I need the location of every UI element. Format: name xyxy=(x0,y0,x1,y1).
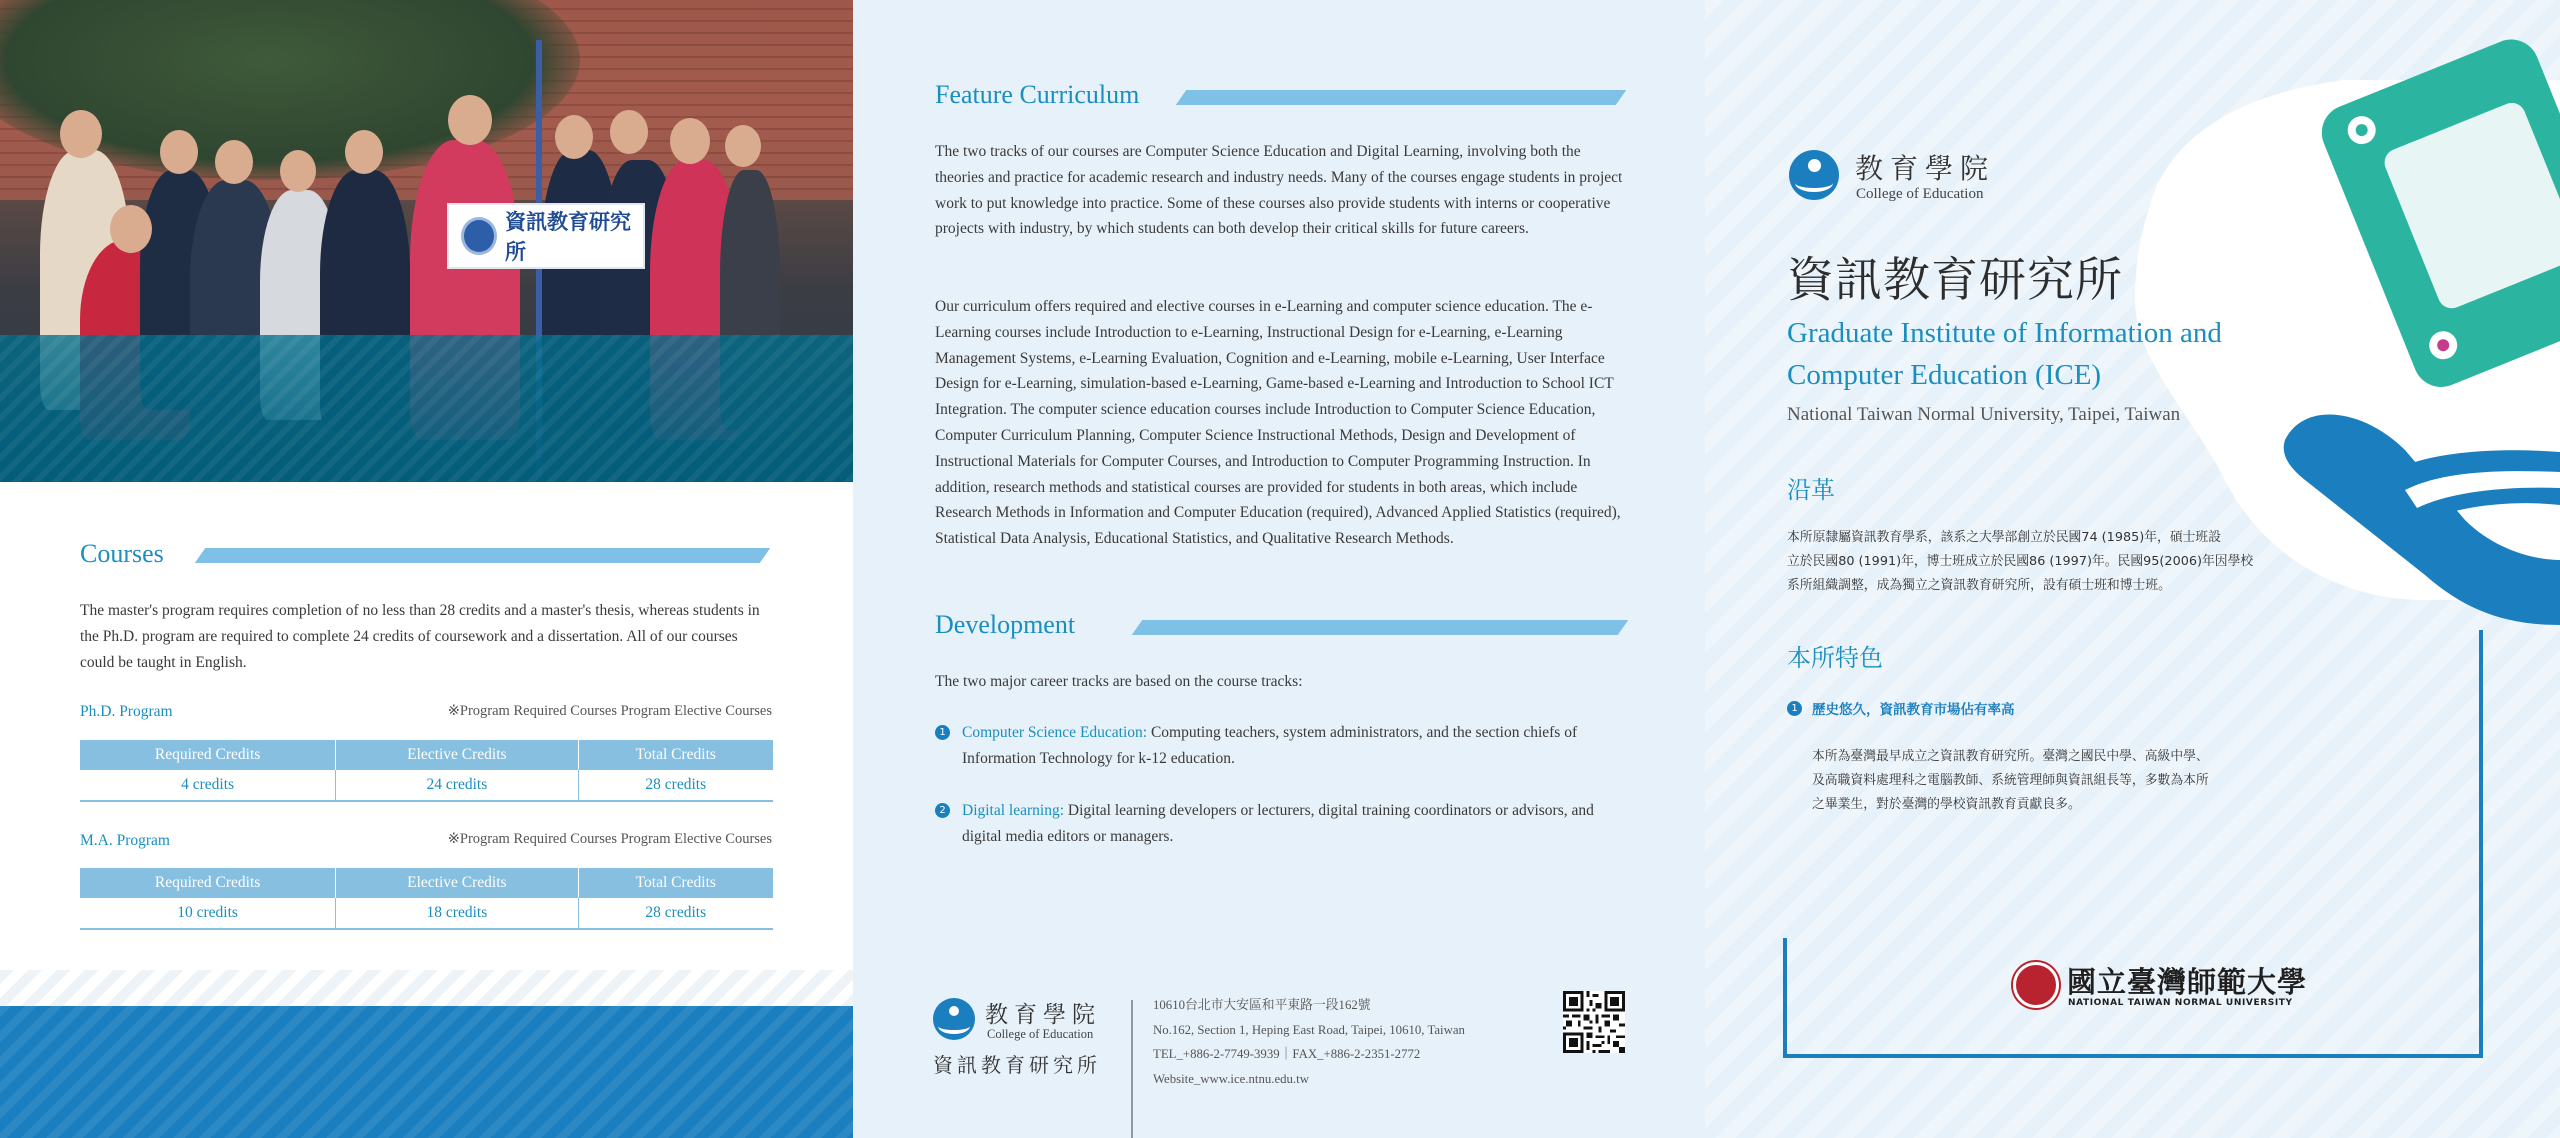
history-line-1: 本所原隸屬資訊教育學系，該系之大學部創立於民國74 (1985)年，碩士班設 xyxy=(1787,530,2222,545)
header-required: Required Credits xyxy=(80,868,336,898)
footer-website[interactable]: Website_www.ice.ntnu.edu.tw xyxy=(1153,1071,1309,1086)
blue-footer-band xyxy=(0,1006,853,1138)
footer-contact xyxy=(1153,993,1593,1091)
ma-total-credits: 28 credits xyxy=(578,898,773,929)
middle-panel xyxy=(853,0,1705,1138)
development-intro: The two major career tracks are based on the course tracks: xyxy=(935,673,1303,690)
cover-university: National Taiwan Normal University, Taipei, Taiwan xyxy=(1787,404,2181,425)
cover-title-en-line-1: Graduate Institute of Information and xyxy=(1787,317,2222,349)
phd-total-credits: 28 credits xyxy=(578,770,773,801)
ma-program-note: ※Program Required Courses Program Elective Courses xyxy=(447,831,772,847)
phd-required-credits: 4 credits xyxy=(80,770,336,801)
cover-title-en-line-2: Computer Education (ICE) xyxy=(1787,359,2102,391)
group-photo xyxy=(0,0,853,482)
header-elective: Elective Credits xyxy=(336,868,578,898)
phd-program-note: ※Program Required Courses Program Elective Courses xyxy=(447,703,772,719)
ntnu-name-cn: 國立臺灣師範大學 xyxy=(2067,965,2308,999)
stripe-divider xyxy=(0,970,853,1006)
header-required: Required Credits xyxy=(80,740,336,770)
feature-line-3: 之畢業生，對於臺灣的學校資訊教育貢獻良多。 xyxy=(1812,797,2081,812)
footer-address-cn: 10610台北市大安區和平東路一段162號 xyxy=(1153,998,1371,1012)
number-badge-1: 1 xyxy=(1787,701,1802,716)
courses-title-bar xyxy=(195,548,771,563)
history-line-3: 系所組織調整，成為獨立之資訊教育研究所，設有碩士班和博士班。 xyxy=(1787,578,2171,593)
curriculum-para-1: The two tracks of our courses are Computer Science Education and Digital Learning, involving both the theories and practice for academic research and industry needs. Many of the courses engage students in project work to put knowledge into practice. Some of these courses also provide students with interns or cooperative projects with industry, by which students can both develop their critical skills for future careers. xyxy=(935,143,1623,238)
qr-code-icon xyxy=(1563,991,1625,1053)
development-item-1-label: Computer Science Education: xyxy=(962,724,1148,741)
curriculum-title: Feature Curriculum xyxy=(935,80,1140,109)
number-badge-2: 2 xyxy=(935,803,950,818)
courses-title: Courses xyxy=(80,539,164,568)
development-title: Development xyxy=(935,610,1076,639)
phd-credits-table xyxy=(80,740,773,802)
development-title-bar xyxy=(1132,620,1629,635)
history-title: 沿革 xyxy=(1787,476,1835,504)
history-text xyxy=(1787,526,2287,598)
phd-program-label: Ph.D. Program xyxy=(80,703,173,720)
footer-tel-fax: TEL_+886-2-7749-3939｜FAX_+886-2-2351-2772 xyxy=(1153,1047,1421,1061)
phd-elective-credits: 24 credits xyxy=(336,770,578,801)
header-elective: Elective Credits xyxy=(336,740,578,770)
footer-institute-cn: 資訊教育研究所 xyxy=(933,1053,1101,1077)
frame-right-line xyxy=(2479,630,2483,1058)
ma-program-label: M.A. Program xyxy=(80,832,170,849)
cover-college-en: College of Education xyxy=(1856,186,1984,202)
photo-overlay-band xyxy=(0,335,853,482)
ntnu-seal-icon xyxy=(2013,962,2059,1008)
cover-title-cn: 資訊教育研究所 xyxy=(1787,253,2123,308)
seal-icon xyxy=(461,217,497,255)
ma-elective-credits: 18 credits xyxy=(336,898,578,929)
development-item-2 xyxy=(935,798,1625,850)
courses-intro: The master's program requires completion of no less than 28 credits and a master's thesis, whereas students in the Ph.D. program are required to complete 24 credits of coursework and a dissertation. All of our courses could be taught in English. xyxy=(80,602,760,671)
header-total: Total Credits xyxy=(578,868,773,898)
frame-left-line xyxy=(1783,938,1787,1058)
frame-bottom-line xyxy=(1783,1054,2483,1058)
feature-title: 本所特色 xyxy=(1787,644,1883,672)
footer-address-en: No.162, Section 1, Heping East Road, Taipei, 10610, Taiwan xyxy=(1153,1022,1465,1037)
photo-sign: 資訊教育研究所 xyxy=(447,203,645,269)
header-total: Total Credits xyxy=(578,740,773,770)
history-line-2: 立於民國80 (1991)年，博士班成立於民國86 (1997)年。民國95(2006)年因學校 xyxy=(1787,554,2254,569)
development-item-2-text: Digital learning developers or lecturers, digital training coordinators or advisors, and digital media editors or managers. xyxy=(962,802,1594,845)
curriculum-para-2: Our curriculum offers required and elective courses in e-Learning and computer science education. The e-Learning courses include Introduction to e-Learning, Instructional Design for e-Learning, e-Learning Management Systems, e-Learning Evaluation, Cognition and e-Learning, mobile e-Learning, User Interface Design for e-Learning, simulation-based e-Learning, Game-based e-Learning and Introduction to School ICT Integration. The computer science education courses include Introduction to Computer Science Education, Computer Curriculum Planning, Computer Science Instructional Methods, Design and Development of Instructional Materials for Computer Courses, and Introduction to Computer Programming Instruction. In addition, research methods and statistical courses are provided for students in both areas, which include Research Methods in Information and Computer Education (required), Advanced Applied Statistics (required), Statistical Data Analysis, Educational Statistics, and Qualitative Research Methods. xyxy=(935,298,1621,548)
feature-item-header xyxy=(1787,698,2015,718)
ntnu-name-en: NATIONAL TAIWAN NORMAL UNIVERSITY xyxy=(2068,998,2293,1008)
development-item-1-text: Computing teachers, system administrators, and the section chiefs of Information Technology for k-12 education. xyxy=(962,724,1578,767)
cover-panel xyxy=(1705,0,2560,1138)
number-badge-1: 1 xyxy=(935,725,950,740)
feature-item-title: 歷史悠久，資訊教育市場佔有率高 xyxy=(1812,702,2015,718)
footer-college-en: College of Education xyxy=(987,1027,1094,1041)
feature-line-1: 本所為臺灣最早成立之資訊教育研究所。臺灣之國民中學、高級中學、 xyxy=(1812,749,2209,764)
footer-college-cn: 教育學院 xyxy=(985,1002,1101,1028)
development-item-1 xyxy=(935,720,1625,772)
college-logo-icon xyxy=(933,998,975,1040)
footer-divider xyxy=(1131,1000,1133,1138)
ma-required-credits: 10 credits xyxy=(80,898,336,929)
ma-credits-table xyxy=(80,868,773,930)
feature-text xyxy=(1812,745,2302,817)
college-logo-icon xyxy=(1789,150,1839,200)
development-item-2-label: Digital learning: xyxy=(962,802,1065,819)
cover-college-cn: 教育學院 xyxy=(1855,152,1996,185)
left-panel xyxy=(0,0,853,1138)
cover-title-en xyxy=(1787,312,2307,396)
curriculum-title-bar xyxy=(1176,90,1627,105)
feature-line-2: 及高職資料處理科之電腦教師、系統管理師與資訊組長等，多數為本所 xyxy=(1812,773,2209,788)
